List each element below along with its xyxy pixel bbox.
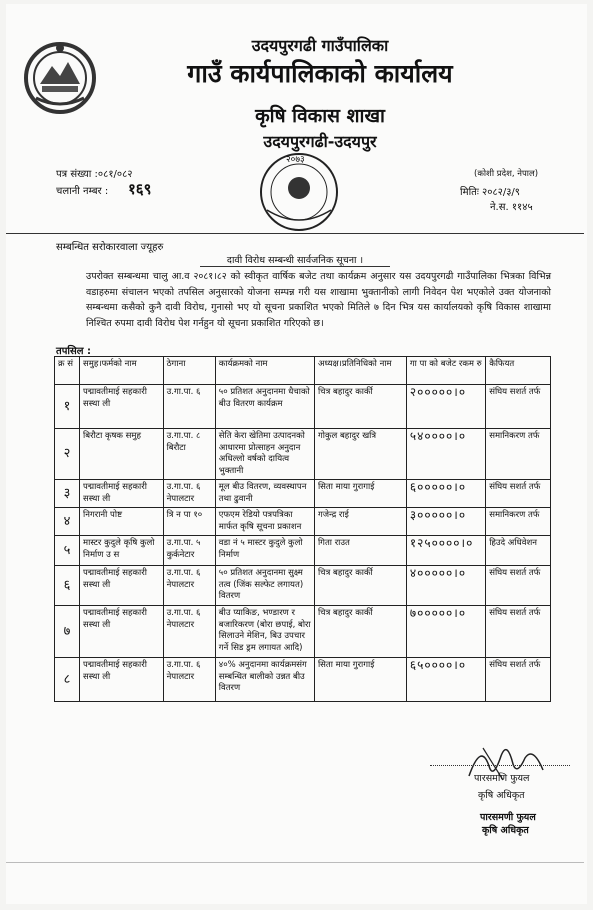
table-row <box>55 566 551 606</box>
row-program: ५० प्रतिशत अनुदानमा सुक्ष्म तत्व (जिंक सल्फेट लगायत) वितरण <box>215 566 314 606</box>
col-header-chair: अध्यक्ष।प्रतिनिधिको नाम <box>314 357 406 385</box>
table-row <box>55 606 551 658</box>
row-sn: २ <box>55 429 80 480</box>
row-address: उ.गा.पा. ६ नेपालटार <box>163 480 215 508</box>
table-label: तपसिल : <box>56 346 91 357</box>
col-header-sn: क्र सं <box>55 357 80 385</box>
table-row <box>55 429 551 480</box>
notice-body-text: उपरोक्त सम्बन्धमा चालु आ.व २०८१।८२ को स्वीकृत वार्षिक बजेट तथा कार्यक्रम अनुसार यस उदयपुरगढी गाउँपालिका भित्रका विभिन्न वडाहरुमा संचालन भएको तपसिल अनुसारको योजना सम्पन्न गरी यस शाखामा भुक्तानीको लागी निवेदन पेश भएकोले उक्त योजनाको सम्बन्धमा कसैको कुनै दावी विरोध, गुनासो भए यो सूचना प्रकाशित भएको मितिले ७ दिन भित्र यस कार्यालयको कृषि विकास शाखामा निश्चित रुपमा दावी विरोध पेश गर्नहुन यो सूचना प्रकाशित गरिएको छ। <box>86 271 551 329</box>
notice-title: दावी विरोध सम्बन्धी सार्वजनिक सूचना । <box>200 253 390 267</box>
row-group: निगरानी पोष्ट <box>80 508 164 536</box>
row-chair: गजेन्द्र राई <box>314 508 406 536</box>
row-program: ५० प्रतिशत अनुदानमा धैचाको बीउ वितरण कार्यक्रम <box>215 385 314 429</box>
row-chair: सिता माया गुरागाई <box>314 480 406 508</box>
row-remarks: संघिय सशर्त तर्फ <box>486 480 551 508</box>
signatory-name: पारसमणि फुयल <box>474 773 530 784</box>
row-chair: गोकुल बहादुर खत्रि <box>314 429 406 480</box>
row-remarks: संघिय सशर्त तर्फ <box>486 658 551 702</box>
row-address: त्रि न पा १० <box>163 508 215 536</box>
nepal-sambat: ने.स. ११४५ <box>490 202 533 213</box>
table-row <box>55 480 551 508</box>
row-sn: ३ <box>55 480 80 508</box>
municipality-name: उदयपुरगढी गाउँपालिका <box>251 36 389 55</box>
row-budget: ३०००००।० <box>406 508 485 536</box>
row-budget: ६०००००।० <box>406 480 485 508</box>
row-remarks: संघिय सशर्त तर्फ <box>486 606 551 658</box>
col-header-budget: गा पा को बजेट रकम रु <box>406 357 485 385</box>
row-remarks: समानिकरण तर्फ <box>486 429 551 480</box>
row-group: पद्मावतीमाई सहकारी सस्था ली <box>80 658 164 702</box>
signatory-post: कृषि अधिकृत <box>478 790 525 801</box>
row-address: उ.गा.पा. ५ कुर्कनेटार <box>163 536 215 566</box>
row-remarks: संघिय सशर्त तर्फ <box>486 385 551 429</box>
signature-line <box>430 765 570 766</box>
table-row <box>55 658 551 702</box>
province: (कोशी प्रदेश, नेपाल) <box>474 169 539 179</box>
row-budget: ५४००००।० <box>406 429 485 480</box>
row-chair: सिता माया गुरागाई <box>314 658 406 702</box>
nepal-emblem-icon <box>22 40 98 116</box>
row-program: सेति केरा खेतिमा उत्पादनको आधारमा प्रोत्साहन अनुदान अधिल्लो वर्षको दायित्व भुक्तानी <box>215 429 314 480</box>
row-group: पद्मावतीमाई सहकारी सस्था ली <box>80 566 164 606</box>
row-address: उ.गा.पा. ८ बिरौटा <box>163 429 215 480</box>
notice-body <box>56 269 551 331</box>
row-chair: चित्र बहादुर कार्की <box>314 566 406 606</box>
chalani-number: १६९ <box>128 180 152 198</box>
table-row <box>55 508 551 536</box>
row-group: मास्टर कुदुले कृषि कुलो निर्माण उ स <box>80 536 164 566</box>
row-address: उ.गा.पा. ६ नेपालटार <box>163 606 215 658</box>
row-address: उ.गा.पा. ६ नेपालटार <box>163 658 215 702</box>
row-remarks: समानिकरण तर्फ <box>486 508 551 536</box>
col-header-remarks: कैफियत <box>486 357 551 385</box>
row-program: ४०% अनुदानमा कार्यक्रमसंग सम्बन्धित बालीको उन्नत बीउ वितरण <box>215 658 314 702</box>
patra-sankhya: पत्र संख्या :०८१/०८२ <box>56 169 133 180</box>
name-stamp: पारसमणी फुयल <box>480 812 536 823</box>
date: मितिः २०८२/३/९ <box>460 187 520 198</box>
row-group: पद्मावतीमाई सहकारी सस्था ली <box>80 606 164 658</box>
row-program: बीउ प्याकिङ, भण्डारण र बजारिकरण (बोरा छपाई, बोरा सिलाउने मेशिन, बिउ उपचार गर्ने सिड ड्रम लगायत आदि) <box>215 606 314 658</box>
table-row <box>55 536 551 566</box>
col-header-group: समुह।फर्मको नाम <box>80 357 164 385</box>
row-sn: ४ <box>55 508 80 536</box>
row-group: पद्मावतीमाई सहकारी सस्था ली <box>80 480 164 508</box>
details-table <box>54 356 551 702</box>
row-sn: ७ <box>55 606 80 658</box>
row-chair: चित्र बहादुर कार्की <box>314 606 406 658</box>
row-chair: चित्र बहादुर कार्की <box>314 385 406 429</box>
row-sn: ८ <box>55 658 80 702</box>
row-remarks: संघिय सशर्त तर्फ <box>486 566 551 606</box>
row-chair: गिता राउत <box>314 536 406 566</box>
table-row <box>55 385 551 429</box>
table-header-row <box>55 357 551 385</box>
bottom-divider <box>6 862 584 863</box>
row-group: बिरौटा कृषक समुह <box>80 429 164 480</box>
post-stamp: कृषि अधिकृत <box>482 825 529 836</box>
chalani-label: चलानी नम्बर : <box>56 186 109 197</box>
row-program: वडा नं ५ मास्टर कुदुले कुलो निर्माण <box>215 536 314 566</box>
office-name: गाउँ कार्यपालिकाको कार्यालय <box>187 59 453 88</box>
row-remarks: हिउदे अधिवेशन <box>486 536 551 566</box>
col-header-program: कार्यक्रमको नाम <box>215 357 314 385</box>
row-group: पद्मावतीमाई सहकारी सस्था ली <box>80 385 164 429</box>
col-header-address: ठेगाना <box>163 357 215 385</box>
header-divider <box>6 233 584 234</box>
row-sn: ६ <box>55 566 80 606</box>
row-sn: ५ <box>55 536 80 566</box>
recipient: सम्बन्धित सरोकारवाला ज्यूहरु <box>56 242 164 253</box>
row-program: मूल बीउ वितरण, व्यवस्थापन तथा ढुवानी <box>215 480 314 508</box>
row-budget: ७०००००।० <box>406 606 485 658</box>
row-sn: १ <box>55 385 80 429</box>
office-address: उदयपुरगढी-उदयपुर <box>263 132 377 151</box>
row-budget: १२५००००।० <box>406 536 485 566</box>
row-budget: २०००००।० <box>406 385 485 429</box>
row-program: एफएम रेडियो पत्रपत्रिका मार्फत कृषि सूचना प्रकाशन <box>215 508 314 536</box>
row-address: उ.गा.पा. ६ नेपालटार <box>163 566 215 606</box>
section-name: कृषि विकास शाखा <box>255 105 385 127</box>
row-budget: ६५००००।० <box>406 658 485 702</box>
row-budget: ४०००००।० <box>406 566 485 606</box>
stamp-year: २०७३ <box>286 155 305 165</box>
row-address: उ.गा.पा. ६ <box>163 385 215 429</box>
